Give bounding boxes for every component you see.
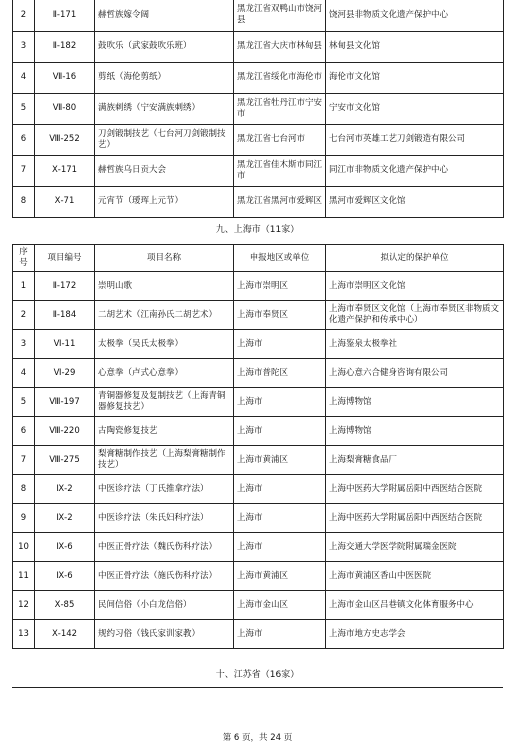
- cell-region: 黑龙江省绥化市海伦市: [234, 62, 326, 93]
- shanghai-table: [12, 244, 504, 649]
- cell-name: 中医正骨疗法（施氏伤科疗法）: [95, 562, 234, 591]
- cell-region: 黑龙江省牡丹江市宁安市: [234, 93, 326, 124]
- cell-unit: 上海梨膏糖食品厂: [326, 446, 504, 475]
- cell-no: 11: [13, 562, 35, 591]
- cell-no: 6: [13, 417, 35, 446]
- cell-region: 黑龙江省佳木斯市同江市: [234, 155, 326, 186]
- cell-name: 规约习俗（钱氏家训家教）: [95, 620, 234, 649]
- cell-no: 9: [13, 504, 35, 533]
- cell-code: Ⅸ-2: [35, 504, 95, 533]
- cell-region: 上海市普陀区: [234, 359, 326, 388]
- cell-unit: 上海中医药大学附属岳阳中西医结合医院: [326, 475, 504, 504]
- cell-no: 7: [13, 155, 35, 186]
- cell-region: 上海市: [234, 475, 326, 504]
- cell-code: Ⅷ-252: [35, 124, 95, 155]
- cell-name: 满族刺绣（宁安满族刺绣）: [95, 93, 234, 124]
- cell-no: 2: [13, 301, 35, 330]
- table-row: [13, 155, 504, 186]
- cell-name: 中医诊疗法（丁氏推拿疗法）: [95, 475, 234, 504]
- cell-name: 中医诊疗法（朱氏妇科疗法）: [95, 504, 234, 533]
- cell-region: 上海市: [234, 330, 326, 359]
- cell-region: 黑龙江省七台河市: [234, 124, 326, 155]
- table-row: [13, 186, 504, 217]
- cell-region: 上海市黄浦区: [234, 562, 326, 591]
- cell-region: 上海市: [234, 417, 326, 446]
- cell-name: 刀剑锻制技艺（七台河刀剑锻制技艺）: [95, 124, 234, 155]
- cell-name: 太极拳（吴氏太极拳）: [95, 330, 234, 359]
- cell-region: 上海市奉贤区: [234, 301, 326, 330]
- cell-region: 上海市金山区: [234, 591, 326, 620]
- table-row: [13, 533, 504, 562]
- cell-no: 5: [13, 93, 35, 124]
- cell-name: 剪纸（海伦剪纸）: [95, 62, 234, 93]
- table-row: [13, 475, 504, 504]
- header-name: 项目名称: [95, 245, 234, 272]
- cell-code: Ⅷ-197: [35, 388, 95, 417]
- section-title-jiangsu: 十、江苏省（16家）: [215, 670, 300, 680]
- cell-no: 12: [13, 591, 35, 620]
- cell-no: 4: [13, 359, 35, 388]
- section-title-shanghai: 九、上海市（11家）: [215, 225, 300, 235]
- cell-no: 3: [13, 330, 35, 359]
- cell-unit: 宁安市文化馆: [326, 93, 504, 124]
- cell-unit: 饶河县非物质文化遗产保护中心: [326, 0, 504, 31]
- cell-no: 4: [13, 62, 35, 93]
- cell-code: Ⅹ-71: [35, 186, 95, 217]
- cell-no: 2: [13, 0, 35, 31]
- table-row: [13, 417, 504, 446]
- cell-unit: 上海市地方史志学会: [326, 620, 504, 649]
- cell-code: Ⅸ-2: [35, 475, 95, 504]
- header-unit: 拟认定的保护单位: [326, 245, 504, 272]
- cell-region: 上海市: [234, 533, 326, 562]
- header-region: 申报地区或单位: [234, 245, 326, 272]
- cell-unit: 海伦市文化馆: [326, 62, 504, 93]
- table-row: [13, 62, 504, 93]
- table-row: [13, 504, 504, 533]
- cell-name: 中医正骨疗法（魏氏伤科疗法）: [95, 533, 234, 562]
- cell-region: 上海市崇明区: [234, 272, 326, 301]
- header-code: 项目编号: [35, 245, 95, 272]
- cell-code: Ⅹ-85: [35, 591, 95, 620]
- cell-no: 8: [13, 186, 35, 217]
- cell-unit: 七台河市英雄工艺刀剑锻造有限公司: [326, 124, 504, 155]
- cell-code: Ⅷ-220: [35, 417, 95, 446]
- cell-code: Ⅹ-171: [35, 155, 95, 186]
- table-header-row: [13, 245, 504, 272]
- cell-code: Ⅶ-16: [35, 62, 95, 93]
- table-row: [13, 272, 504, 301]
- cell-no: 3: [13, 31, 35, 62]
- cell-unit: 上海市金山区吕巷镇文化体育服务中心: [326, 591, 504, 620]
- table-row: [13, 591, 504, 620]
- cell-region: 上海市: [234, 388, 326, 417]
- cell-unit: 黑河市爱辉区文化馆: [326, 186, 504, 217]
- section-divider: [12, 687, 503, 688]
- table-row: [13, 388, 504, 417]
- cell-name: 崇明山歌: [95, 272, 234, 301]
- cell-region: 黑龙江省黑河市爱辉区: [234, 186, 326, 217]
- cell-name: 赫哲族嫁令阔: [95, 0, 234, 31]
- table-row: [13, 359, 504, 388]
- table-row: [13, 124, 504, 155]
- cell-code: Ⅵ-29: [35, 359, 95, 388]
- cell-unit: 林甸县文化馆: [326, 31, 504, 62]
- cell-code: Ⅸ-6: [35, 533, 95, 562]
- cell-code: Ⅱ-184: [35, 301, 95, 330]
- table-row: [13, 31, 504, 62]
- cell-unit: 同江市非物质文化遗产保护中心: [326, 155, 504, 186]
- table-row: [13, 620, 504, 649]
- cell-code: Ⅹ-142: [35, 620, 95, 649]
- cell-no: 8: [13, 475, 35, 504]
- cell-code: Ⅷ-275: [35, 446, 95, 475]
- table-row: [13, 562, 504, 591]
- cell-no: 7: [13, 446, 35, 475]
- table-row: [13, 446, 504, 475]
- page-footer: 第 6 页，共 24 页: [222, 733, 293, 743]
- cell-no: 6: [13, 124, 35, 155]
- cell-unit: 上海中医药大学附属岳阳中西医结合医院: [326, 504, 504, 533]
- cell-unit: 上海心意六合健身咨询有限公司: [326, 359, 504, 388]
- cell-code: Ⅱ-171: [35, 0, 95, 31]
- cell-name: 心意拳（卢式心意拳）: [95, 359, 234, 388]
- cell-no: 10: [13, 533, 35, 562]
- cell-unit: 上海市奉贤区文化馆（上海市奉贤区非物质文化遗产保护和传承中心）: [326, 301, 504, 330]
- cell-code: Ⅵ-11: [35, 330, 95, 359]
- cell-code: Ⅱ-172: [35, 272, 95, 301]
- table-row: [13, 330, 504, 359]
- cell-name: 古陶瓷修复技艺: [95, 417, 234, 446]
- cell-code: Ⅸ-6: [35, 562, 95, 591]
- cell-unit: 上海交通大学医学院附属瑞金医院: [326, 533, 504, 562]
- cell-no: 13: [13, 620, 35, 649]
- cell-region: 黑龙江省双鸭山市饶河县: [234, 0, 326, 31]
- cell-no: 5: [13, 388, 35, 417]
- table-row: [13, 301, 504, 330]
- cell-region: 上海市: [234, 504, 326, 533]
- heilongjiang-table: [12, 0, 504, 218]
- cell-name: 元宵节（瑷珲上元节）: [95, 186, 234, 217]
- cell-name: 梨膏糖制作技艺（上海梨膏糖制作技艺）: [95, 446, 234, 475]
- cell-no: 1: [13, 272, 35, 301]
- cell-region: 黑龙江省大庆市林甸县: [234, 31, 326, 62]
- cell-name: 赫哲族乌日贡大会: [95, 155, 234, 186]
- table-row: [13, 0, 504, 31]
- cell-name: 民间信俗（小白龙信俗）: [95, 591, 234, 620]
- cell-code: Ⅱ-182: [35, 31, 95, 62]
- cell-name: 青铜器修复及复制技艺（上海青铜器修复技艺）: [95, 388, 234, 417]
- cell-region: 上海市黄浦区: [234, 446, 326, 475]
- cell-unit: 上海博物馆: [326, 388, 504, 417]
- header-no: 序号: [13, 245, 35, 272]
- table-row: [13, 93, 504, 124]
- cell-unit: 上海鉴泉太极拳社: [326, 330, 504, 359]
- cell-name: 鼓吹乐（武家鼓吹乐班）: [95, 31, 234, 62]
- cell-unit: 上海市崇明区文化馆: [326, 272, 504, 301]
- cell-code: Ⅶ-80: [35, 93, 95, 124]
- cell-unit: 上海市黄浦区香山中医医院: [326, 562, 504, 591]
- cell-region: 上海市: [234, 620, 326, 649]
- cell-name: 二胡艺术（江南孙氏二胡艺术）: [95, 301, 234, 330]
- cell-unit: 上海博物馆: [326, 417, 504, 446]
